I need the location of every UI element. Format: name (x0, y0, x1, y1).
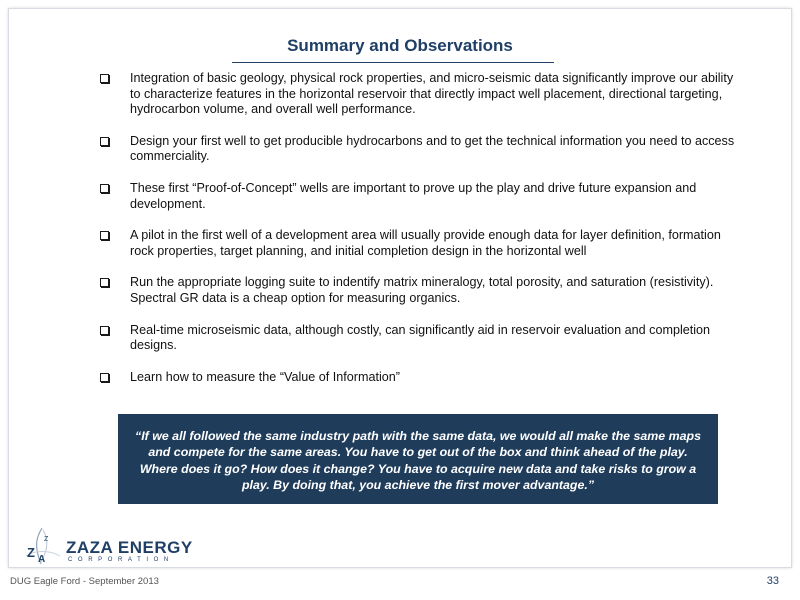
checkbox-square-icon (100, 326, 109, 335)
list-item (100, 181, 740, 212)
page-number: 33 (766, 575, 779, 587)
list-item (100, 228, 740, 259)
checkbox-square-icon (100, 74, 109, 83)
checkbox-square-icon (100, 184, 109, 193)
footer-event: DUG Eagle Ford - September 2013 (10, 576, 159, 587)
checkbox-square-icon (100, 137, 109, 146)
bullet-text: Design your first well to get producible hydrocarbons and to get the technical information you need to access commerciality. (130, 133, 735, 164)
checkbox-square-icon (100, 278, 109, 287)
bullet-list (100, 71, 740, 401)
logo-subtitle: CORPORATION (68, 557, 174, 563)
quote-text: “If we all followed the same industry path with the same data, we would all make the same maps and compete for the same areas. You have to get out of the box and think ahead of the play. Where does it go? How does it change? You have to acquire new data and take risks to grow a play. By doing that, you achieve the first mover advantage.” (135, 429, 701, 493)
zaza-logo-icon (22, 526, 62, 566)
list-item (100, 134, 740, 165)
bullet-text: Real-time microseismic data, although costly, can significantly aid in reservoir evaluation and completion designs. (130, 322, 711, 353)
bullet-text: Run the appropriate logging suite to indentify matrix mineralogy, total porosity, and saturation (resistivity). Spectral GR data is a cheap option for measuring organics. (130, 275, 714, 305)
list-item (100, 275, 740, 306)
svg-text:Z: Z (44, 536, 49, 543)
list-item (100, 370, 740, 386)
list-item (100, 71, 740, 118)
title-underline (232, 62, 554, 63)
bullet-text: Learn how to measure the “Value of Information” (130, 369, 400, 384)
checkbox-square-icon (100, 231, 109, 240)
bullet-text: These first “Proof-of-Concept” wells are important to prove up the play and drive future expansion and development. (130, 180, 697, 211)
logo-name: ZAZA ENERGY (66, 538, 193, 557)
quote-box (118, 414, 718, 504)
slide-title: Summary and Observations (287, 36, 513, 55)
company-logo (22, 526, 222, 566)
checkbox-square-icon (100, 373, 109, 382)
svg-text:Z: Z (27, 545, 35, 560)
bullet-text: Integration of basic geology, physical rock properties, and micro-seismic data significantly improve our ability to characterize features in the horizontal reservoir that directly impact well placement, directional targeting, hydrocarbon volume, and overall well performance. (130, 71, 734, 117)
list-item (100, 323, 740, 354)
svg-text:A: A (38, 554, 46, 565)
bullet-text: A pilot in the first well of a development area will usually provide enough data for layer definition, formation rock properties, target planning, and initial completion design in the horizontal well (130, 228, 721, 258)
